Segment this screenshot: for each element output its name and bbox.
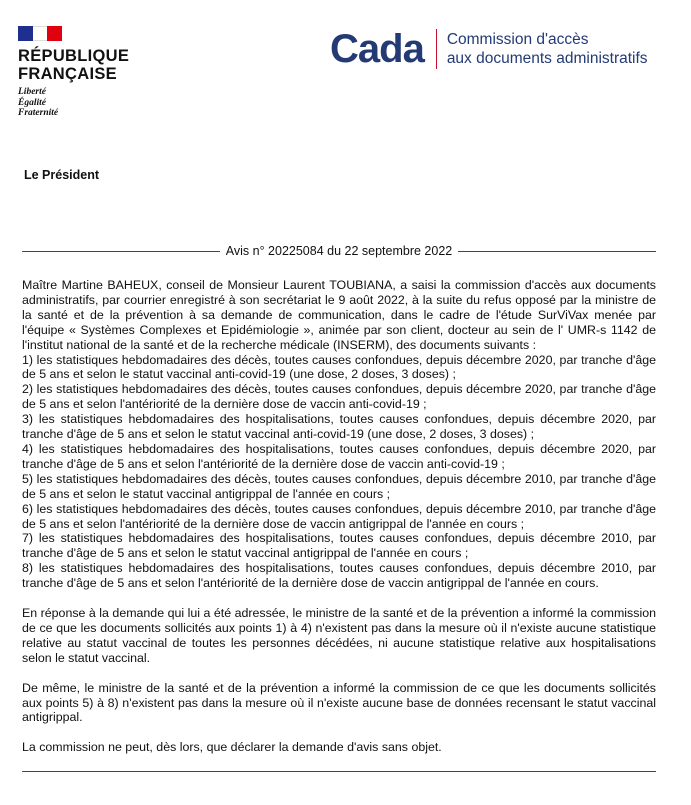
republic-motto	[18, 87, 158, 119]
conclusion-paragraph: La commission ne peut, dès lors, que déclarer la demande d'avis sans objet.	[22, 740, 442, 755]
divider-bottom	[22, 771, 656, 772]
document-body	[22, 278, 656, 755]
list-item: 5) les statistiques hebdomadaires des décès, toutes causes confondues, depuis décembre 2010, par tranche d'âge de 5 ans et selon le statut vaccinal antigrippal de l'année en cours ;	[22, 471, 656, 501]
list-item: 7) les statistiques hebdomadaires des hospitalisations, toutes causes confondues, depuis décembre 2010, par tranche d'âge de 5 ans et selon le statut vaccinal antigrippal de l'année en cours ;	[22, 531, 656, 561]
cada-name-line2: aux documents administratifs	[446, 50, 648, 67]
motto-egalite: Égalité	[18, 97, 46, 108]
list-item: 8) les statistiques hebdomadaires des hospitalisations, toutes causes confondues, depuis décembre 2010, par tranche d'âge de 5 ans et selon l'antériorité de la dernière dose de vaccin antigrippal de l'année en cours.	[22, 561, 656, 591]
avis-title-wrapper	[22, 244, 656, 258]
cada-separator	[436, 29, 437, 69]
list-item: 1) les statistiques hebdomadaires des décès, toutes causes confondues, depuis décembre 2020, par tranche d'âge de 5 ans et selon le statut vaccinal anti-covid-19 (une dose, 2 doses, 3 doses) ;	[22, 352, 656, 382]
list-item: 4) les statistiques hebdomadaires des hospitalisations, toutes causes confondues, depuis décembre 2020, par tranche d'âge de 5 ans et selon l'antériorité de la dernière dose de vaccin anti-covid-19 ;	[22, 441, 656, 471]
response-paragraph: En réponse à la demande qui lui a été adressée, le ministre de la santé et de la prévention a informé la commission de ce que les documents sollicités aux points 1) à 4) n'existent pas dans la mesure où il n'existe aucune statistique relative au statut vaccinal de toutes les personnes décédées, ni aucune statistique relative aux hospitalisations selon le statut vaccinal.	[22, 606, 656, 665]
republique-francaise-logo	[18, 26, 158, 119]
motto-liberte: Liberté	[18, 87, 46, 97]
list-item: 2) les statistiques hebdomadaires des décès, toutes causes confondues, depuis décembre 2020, par tranche d'âge de 5 ans et selon l'antériorité de la dernière dose de vaccin anti-covid-19 ;	[22, 382, 656, 412]
list-item: 3) les statistiques hebdomadaires des hospitalisations, toutes causes confondues, depuis décembre 2020, par tranche d'âge de 5 ans et selon le statut vaccinal anti-covid-19 (une dose, 2 doses, 3 doses) ;	[22, 412, 656, 442]
cada-full-name	[447, 30, 648, 68]
motto-fraternite: Fraternité	[18, 108, 59, 118]
avis-title: Avis n° 20225084 du 22 septembre 2022	[220, 244, 458, 258]
republic-name-line1: RÉPUBLIQUE	[18, 47, 130, 65]
same-paragraph: De même, le ministre de la santé et de la prévention a informé la commission de ce que les documents sollicités aux points 5) à 8) n'existent pas dans la mesure où il n'existe aucune base de données recensant le statut vaccinal antigrippal.	[22, 680, 656, 725]
republic-name-line2: FRANÇAISE	[18, 65, 117, 83]
list-item: 6) les statistiques hebdomadaires des décès, toutes causes confondues, depuis décembre 2010, par tranche d'âge de 5 ans et selon l'antériorité de la dernière dose de vaccin antigrippal de l'année en cours ;	[22, 501, 656, 531]
cada-logo	[330, 24, 648, 74]
signatory-title: Le Président	[24, 168, 100, 182]
cada-wordmark: Cada	[330, 27, 424, 71]
french-flag-icon	[18, 26, 62, 41]
intro-paragraph: Maître Martine BAHEUX, conseil de Monsieur Laurent TOUBIANA, a saisi la commission d'accès aux documents administratifs, par courrier enregistré à son secrétariat le 9 août 2022, à la suite du refus opposé par la ministre de la santé et de la prévention à sa demande de communication, dans le cadre de l'étude SurViVax menée par l'équipe « Systèmes Complexes et Epidémiologie », animée par son client, docteur au sein de l' UMR-s 1142 de l'institut national de la santé et de la recherche médicale (INSERM), des documents suivants :	[22, 278, 656, 352]
cada-name-line1: Commission d'accès	[446, 31, 589, 48]
